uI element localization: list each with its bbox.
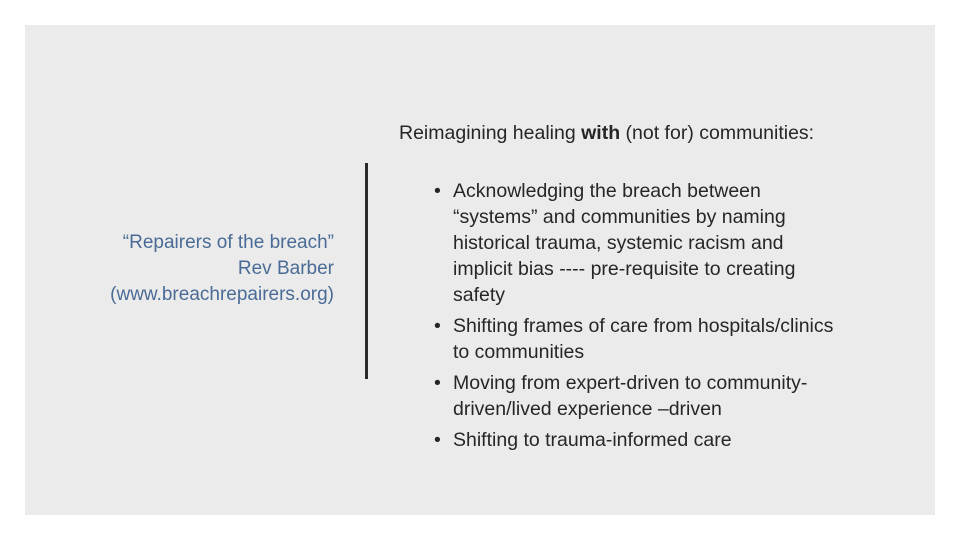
bullet-list: [434, 178, 894, 458]
bullet-line: implicit bias ---- pre-requisite to creating: [453, 258, 796, 280]
slide-heading: [399, 122, 814, 145]
quote-attribution: [34, 230, 334, 308]
heading-text-bold: with: [581, 122, 621, 144]
heading-text-after: (not for) communities:: [620, 122, 815, 144]
quote-author: Rev Barber: [237, 258, 334, 279]
bullet-line: Shifting frames of care from hospitals/clinics: [453, 315, 834, 337]
bullet-marker: •: [434, 429, 441, 451]
bullet-line: safety: [453, 284, 506, 306]
bullet-line: Acknowledging the breach between: [453, 180, 761, 202]
bullet-line: Moving from expert-driven to community-: [453, 372, 808, 394]
slide: [25, 25, 935, 515]
bullet-item: [434, 313, 894, 365]
bullet-line: to communities: [453, 341, 585, 363]
bullet-item: [434, 427, 894, 453]
bullet-marker: •: [434, 180, 441, 202]
quote-title: “Repairers of the breach”: [122, 232, 334, 253]
bullet-line: Shifting to trauma-informed care: [453, 429, 732, 451]
quote-website: (www.breachrepairers.org): [110, 284, 334, 305]
bullet-marker: •: [434, 315, 441, 337]
bullet-marker: •: [434, 372, 441, 394]
bullet-line: driven/lived experience –driven: [453, 398, 722, 420]
bullet-line: “systems” and communities by naming: [453, 206, 786, 228]
bullet-line: historical trauma, systemic racism and: [453, 232, 784, 254]
heading-text-before: Reimagining healing: [399, 122, 582, 144]
bullet-item: [434, 370, 894, 422]
vertical-divider: [365, 163, 368, 379]
bullet-item: [434, 178, 894, 308]
